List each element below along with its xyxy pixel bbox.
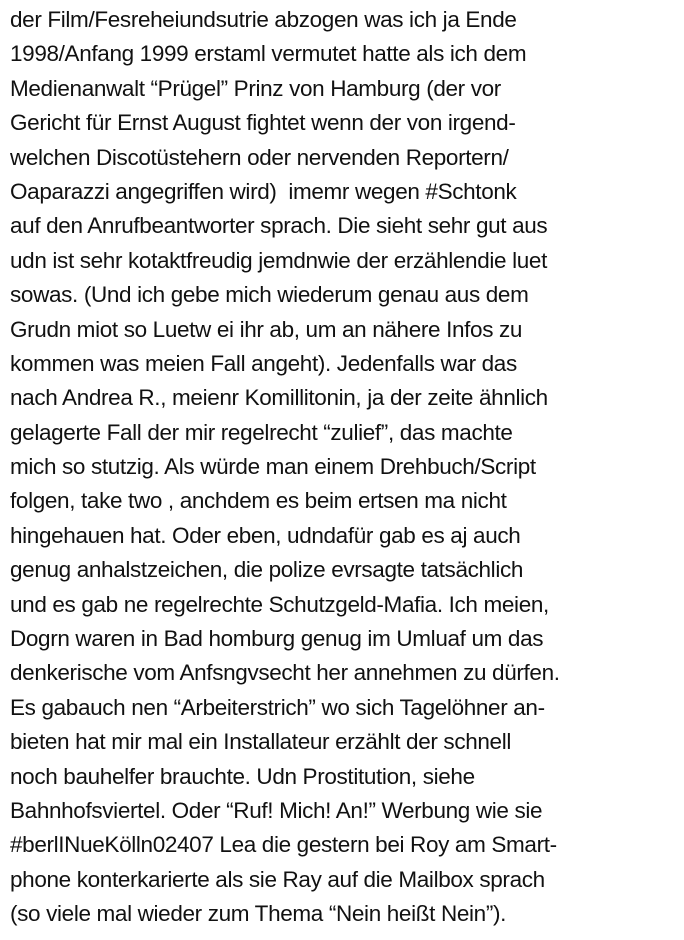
text-line: folgen, take two , anchdem es beim ertsen ma nicht: [10, 488, 507, 514]
text-line: gelagerte Fall der mir regelrecht “zulief”, das machte: [10, 419, 513, 445]
text-line: bieten hat mir mal ein Installateur erzählt der schnell: [10, 729, 512, 755]
text-line: noch bauhelfer brauchte. Udn Prostitution, siehe: [10, 763, 475, 789]
text-line: genug anhalstzeichen, die polize evrsagte tatsächlich: [10, 557, 524, 583]
text-line: Gericht für Ernst August fightet wenn der von irgend-: [10, 110, 516, 136]
text-line: mich so stutzig. Als würde man einem Drehbuch/Script: [10, 454, 536, 480]
body-text: [10, 3, 684, 932]
text-line: Bahnhofsviertel. Oder “Ruf! Mich! An!” Werbung wie sie: [10, 797, 543, 823]
text-line: (so viele mal wieder zum Thema “Nein heißt Nein”).: [10, 901, 507, 927]
text-line: udn ist sehr kotaktfreudig jemdnwie der erzählendie luet: [10, 247, 547, 273]
text-line: Dogrn waren in Bad homburg genug im Umluaf um das: [10, 626, 544, 652]
text-line: nach Andrea R., meienr Komillitonin, ja der zeite ähnlich: [10, 385, 548, 411]
text-line: und es gab ne regelrechte Schutzgeld-Mafia. Ich meien,: [10, 591, 549, 617]
text-line: Grudn miot so Luetw ei ihr ab, um an nähere Infos zu: [10, 316, 523, 342]
text-line: welchen Discotüstehern oder nervenden Reportern/: [10, 144, 509, 170]
text-line: kommen was meien Fall angeht). Jedenfalls war das: [10, 350, 517, 376]
text-line: phone konterkarierte als sie Ray auf die Mailbox sprach: [10, 866, 545, 892]
text-line: Oaparazzi angegriffen wird) imemr wegen #Schtonk: [10, 178, 517, 204]
text-line: 1998/Anfang 1999 erstaml vermutet hatte als ich dem: [10, 41, 527, 67]
text-line: hingehauen hat. Oder eben, udndafür gab es aj auch: [10, 522, 521, 548]
text-line: sowas. (Und ich gebe mich wiederum genau aus dem: [10, 282, 529, 308]
text-line: auf den Anrufbeantworter sprach. Die sieht sehr gut aus: [10, 213, 548, 239]
text-line: denkerische vom Anfsngvsecht her annehmen zu dürfen.: [10, 660, 560, 686]
text-line: Es gabauch nen “Arbeiterstrich” wo sich Tagelöhner an-: [10, 694, 545, 720]
text-line: der Film/Fesreheiundsutrie abzogen was ich ja Ende: [10, 7, 517, 32]
text-line: Medienanwalt “Prügel” Prinz von Hamburg (der vor: [10, 75, 501, 101]
text-line: #berlINueKölln02407 Lea die gestern bei Roy am Smart-: [10, 832, 557, 858]
